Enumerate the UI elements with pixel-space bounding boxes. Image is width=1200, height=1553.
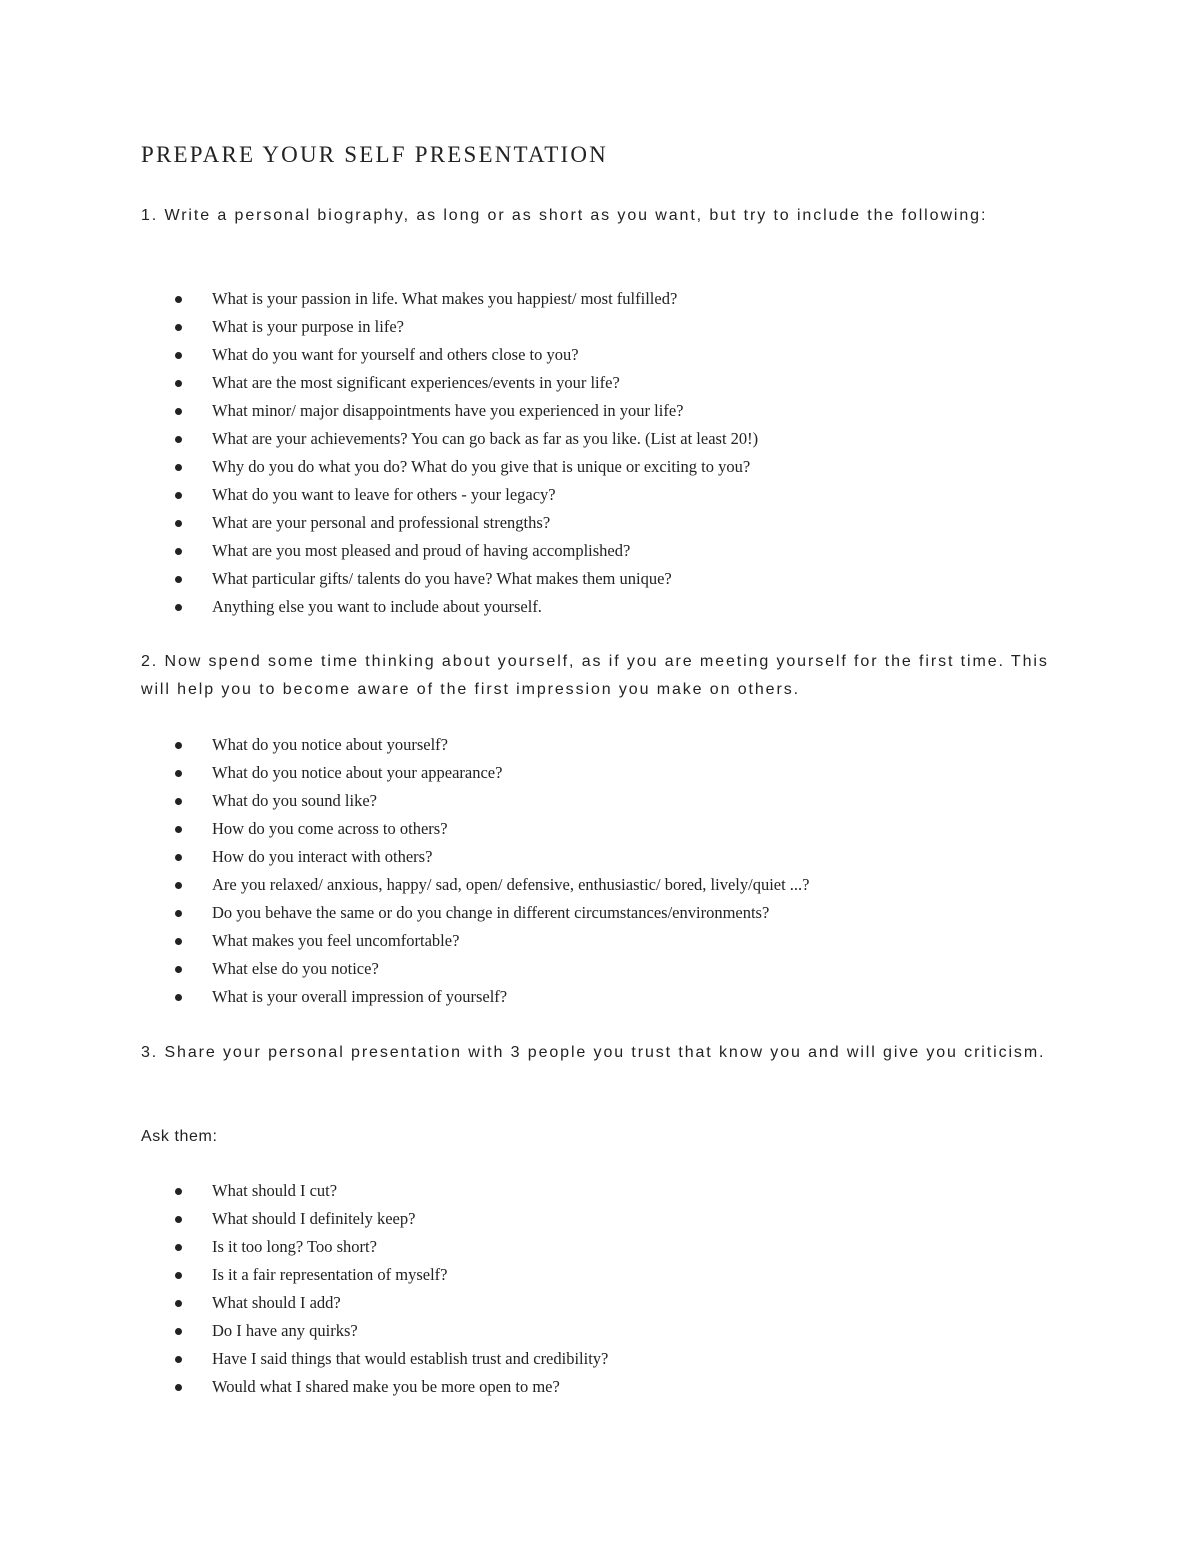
bullet-icon <box>175 548 182 555</box>
bullet-icon <box>175 436 182 443</box>
bullet-icon <box>175 1244 182 1251</box>
list-item: What do you want for yourself and others close to you? <box>173 341 1073 369</box>
list-item: What do you sound like? <box>173 787 1073 815</box>
list-item: What minor/ major disappointments have you experienced in your life? <box>173 397 1073 425</box>
bullet-icon <box>175 408 182 415</box>
bullet-icon <box>175 352 182 359</box>
list-item: What are the most significant experiences/events in your life? <box>173 369 1073 397</box>
section-3-list <box>173 1177 1073 1401</box>
section-1-list <box>173 285 1073 621</box>
list-item: How do you come across to others? <box>173 815 1073 843</box>
list-item: What do you notice about your appearance? <box>173 759 1073 787</box>
list-item: Do I have any quirks? <box>173 1317 1073 1345</box>
list-item: What particular gifts/ talents do you have? What makes them unique? <box>173 565 1073 593</box>
list-item: Have I said things that would establish trust and credibility? <box>173 1345 1073 1373</box>
bullet-icon <box>175 966 182 973</box>
bullet-icon <box>175 994 182 1001</box>
bullet-icon <box>175 882 182 889</box>
list-item: Do you behave the same or do you change in different circumstances/environments? <box>173 899 1073 927</box>
list-item: What should I add? <box>173 1289 1073 1317</box>
bullet-icon <box>175 492 182 499</box>
bullet-icon <box>175 798 182 805</box>
bullet-icon <box>175 1300 182 1307</box>
list-item: Are you relaxed/ anxious, happy/ sad, open/ defensive, enthusiastic/ bored, lively/quiet ...? <box>173 871 1073 899</box>
bullet-icon <box>175 1384 182 1391</box>
list-item: What is your purpose in life? <box>173 313 1073 341</box>
bullet-icon <box>175 854 182 861</box>
ask-them-label: Ask them: <box>141 1128 218 1145</box>
bullet-icon <box>175 938 182 945</box>
bullet-icon <box>175 520 182 527</box>
bullet-icon <box>175 464 182 471</box>
list-item: What should I cut? <box>173 1177 1073 1205</box>
list-item: Anything else you want to include about yourself. <box>173 593 1073 621</box>
section-2-list <box>173 731 1073 1011</box>
list-item: What are your achievements? You can go back as far as you like. (List at least 20!) <box>173 425 1073 453</box>
list-item: What are your personal and professional strengths? <box>173 509 1073 537</box>
bullet-icon <box>175 604 182 611</box>
list-item: What do you want to leave for others - your legacy? <box>173 481 1073 509</box>
list-item: What is your overall impression of yourself? <box>173 983 1073 1011</box>
list-item: Is it a fair representation of myself? <box>173 1261 1073 1289</box>
page-title: PREPARE YOUR SELF PRESENTATION <box>141 142 608 167</box>
list-item: What is your passion in life. What makes you happiest/ most fulfilled? <box>173 285 1073 313</box>
section-1-instructions: 1. Write a personal biography, as long or as short as you want, but try to include the following: <box>141 207 988 224</box>
list-item: Would what I shared make you be more open to me? <box>173 1373 1073 1401</box>
bullet-icon <box>175 1216 182 1223</box>
bullet-icon <box>175 1188 182 1195</box>
bullet-icon <box>175 1356 182 1363</box>
bullet-icon <box>175 576 182 583</box>
bullet-icon <box>175 826 182 833</box>
bullet-icon <box>175 324 182 331</box>
bullet-icon <box>175 770 182 777</box>
section-3-instructions: 3. Share your personal presentation with 3 people you trust that know you and will give you criticism. <box>141 1044 1046 1061</box>
list-item: What do you notice about yourself? <box>173 731 1073 759</box>
list-item: Is it too long? Too short? <box>173 1233 1073 1261</box>
bullet-icon <box>175 910 182 917</box>
list-item: What makes you feel uncomfortable? <box>173 927 1073 955</box>
bullet-icon <box>175 296 182 303</box>
list-item: How do you interact with others? <box>173 843 1073 871</box>
bullet-icon <box>175 1272 182 1279</box>
bullet-icon <box>175 742 182 749</box>
section-2-instructions: 2. Now spend some time thinking about yourself, as if you are meeting yourself for the first time. This will help you to become aware of the first impression you make on others. <box>141 653 1049 698</box>
bullet-icon <box>175 380 182 387</box>
list-item: Why do you do what you do? What do you give that is unique or exciting to you? <box>173 453 1073 481</box>
list-item: What else do you notice? <box>173 955 1073 983</box>
list-item: What are you most pleased and proud of having accomplished? <box>173 537 1073 565</box>
list-item: What should I definitely keep? <box>173 1205 1073 1233</box>
bullet-icon <box>175 1328 182 1335</box>
